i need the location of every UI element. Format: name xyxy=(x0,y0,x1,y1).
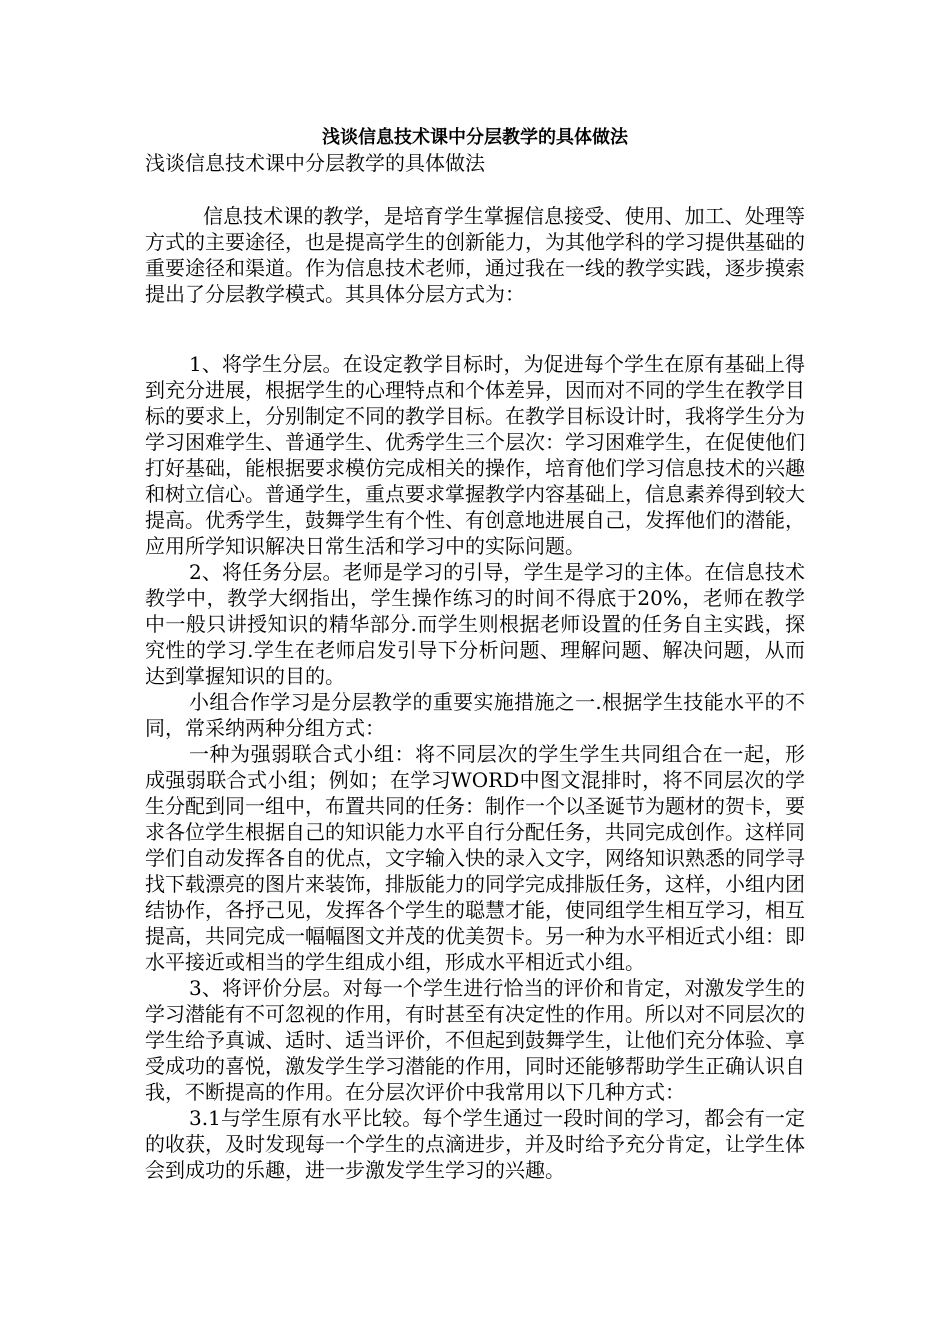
paragraph-group-learning: 小组合作学习是分层教学的重要实施措施之一.根据学生技能水平的不同，常采纳两种分组方式： xyxy=(145,690,805,740)
paragraph-group-types: 一种为强弱联合式小组：将不同层次的学生学生共同组合在一起，形成强弱联合式小组；例如；在学习WORD中图文混排时，将不同层次的学生分配到同一组中，布置共同的任务：制作一个以圣诞节为题材的贺卡，要求各位学生根据自己的知识能力水平自行分配任务，共同完成创作。这样同学们自动发挥各自的优点，文字输入快的录入文字，网络知识熟悉的同学寻找下载漂亮的图片来装饰，排版能力的同学完成排版任务，这样，小组内团结协作，各抒己见，发挥各个学生的聪慧才能，使同组学生相互学习，相互提高，共同完成一幅幅图文并茂的优美贺卡。另一种为水平相近式小组：即水平接近或相当的学生组成小组，形成水平相近式小组。 xyxy=(145,742,805,974)
paragraph-student-layering: 1、将学生分层。在设定教学目标时，为促进每个学生在原有基础上得到充分进展，根据学生的心理特点和个体差异，因而对不同的学生在教学目标的要求上，分别制定不同的教学目标。在教学目标设计时，我将学生分为学习困难学生、普通学生、优秀学生三个层次：学习困难学生，在促使他们打好基础，能根据要求模仿完成相关的操作，培育他们学习信息技术的兴趣和树立信心。普通学生，重点要求掌握教学内容基础上，信息素养得到较大提高。优秀学生，鼓舞学生有个性、有创意地进展自己，发挥他们的潜能，应用所学知识解决日常生活和学习中的实际问题。 xyxy=(145,352,805,558)
main-body xyxy=(145,351,805,1183)
paragraph-task-layering: 2、将任务分层。老师是学习的引导，学生是学习的主体。在信息技术教学中，教学大纲指出，学生操作练习的时间不得底于20%，老师在教学中一般只讲授知识的精华部分.而学生则根据老师设置的任务自主实践，探究性的学习.学生在老师启发引导下分析问题、理解问题、解决问题，从而达到掌握知识的目的。 xyxy=(145,560,805,688)
paragraph-evaluation-layering: 3、将评价分层。对每一个学生进行恰当的评价和肯定，对激发学生的学习潜能有不可忽视的作用，有时甚至有决定性的作用。所以对不同层次的学生给予真诚、适时、适当评价，不但起到鼓舞学生，让他们充分体验、享受成功的喜悦，激发学生学习潜能的作用，同时还能够帮助学生正确认识自我，不断提高的作用。在分层次评价中我常用以下几种方式： xyxy=(145,976,805,1104)
paragraph-compare-original-level: 3.1与学生原有水平比较。每个学生通过一段时间的学习，都会有一定的收获，及时发现每一个学生的点滴进步，并及时给予充分肯定，让学生体会到成功的乐趣，进一步激发学生学习的兴趣。 xyxy=(145,1106,805,1182)
document-subtitle: 浅谈信息技术课中分层教学的具体做法 xyxy=(145,151,485,175)
document-title: 浅谈信息技术课中分层教学的具体做法 xyxy=(322,127,628,148)
intro-paragraph: 信息技术课的教学，是培育学生掌握信息接受、使用、加工、处理等方式的主要途径，也是提高学生的创新能力，为其他学科的学习提供基础的重要途径和渠道。作为信息技术老师，通过我在一线的教学实践，逐步摸索提出了分层教学模式。其具体分层方式为： xyxy=(145,204,805,306)
intro-block xyxy=(145,203,805,307)
